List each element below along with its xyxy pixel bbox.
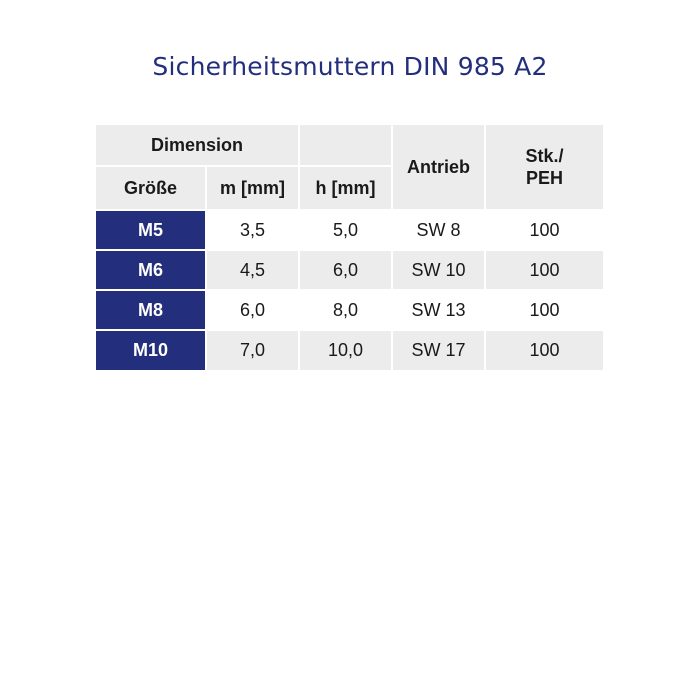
header-h: h [mm] <box>300 167 391 209</box>
antrieb-cell: SW 8 <box>393 211 484 249</box>
size-cell: M10 <box>96 331 205 370</box>
antrieb-cell: SW 10 <box>393 251 484 289</box>
stk-cell: 100 <box>486 331 603 370</box>
header-m: m [mm] <box>207 167 298 209</box>
header-dimension: Dimension <box>96 125 298 165</box>
size-cell: M8 <box>96 291 205 329</box>
h-cell: 6,0 <box>300 251 391 289</box>
m-cell: 6,0 <box>207 291 298 329</box>
antrieb-cell: SW 17 <box>393 331 484 370</box>
m-cell: 4,5 <box>207 251 298 289</box>
stk-cell: 100 <box>486 291 603 329</box>
m-cell: 7,0 <box>207 331 298 370</box>
h-cell: 8,0 <box>300 291 391 329</box>
header-antrieb: Antrieb <box>393 125 484 209</box>
size-cell: M5 <box>96 211 205 249</box>
header-empty <box>300 125 391 165</box>
m-cell: 3,5 <box>207 211 298 249</box>
header-stk-peh: Stk./ PEH <box>486 125 603 209</box>
size-cell: M6 <box>96 251 205 289</box>
h-cell: 10,0 <box>300 331 391 370</box>
h-cell: 5,0 <box>300 211 391 249</box>
stk-cell: 100 <box>486 251 603 289</box>
stk-cell: 100 <box>486 211 603 249</box>
header-groesse: Größe <box>96 167 205 209</box>
antrieb-cell: SW 13 <box>393 291 484 329</box>
page-title: Sicherheitsmuttern DIN 985 A2 <box>152 52 548 81</box>
